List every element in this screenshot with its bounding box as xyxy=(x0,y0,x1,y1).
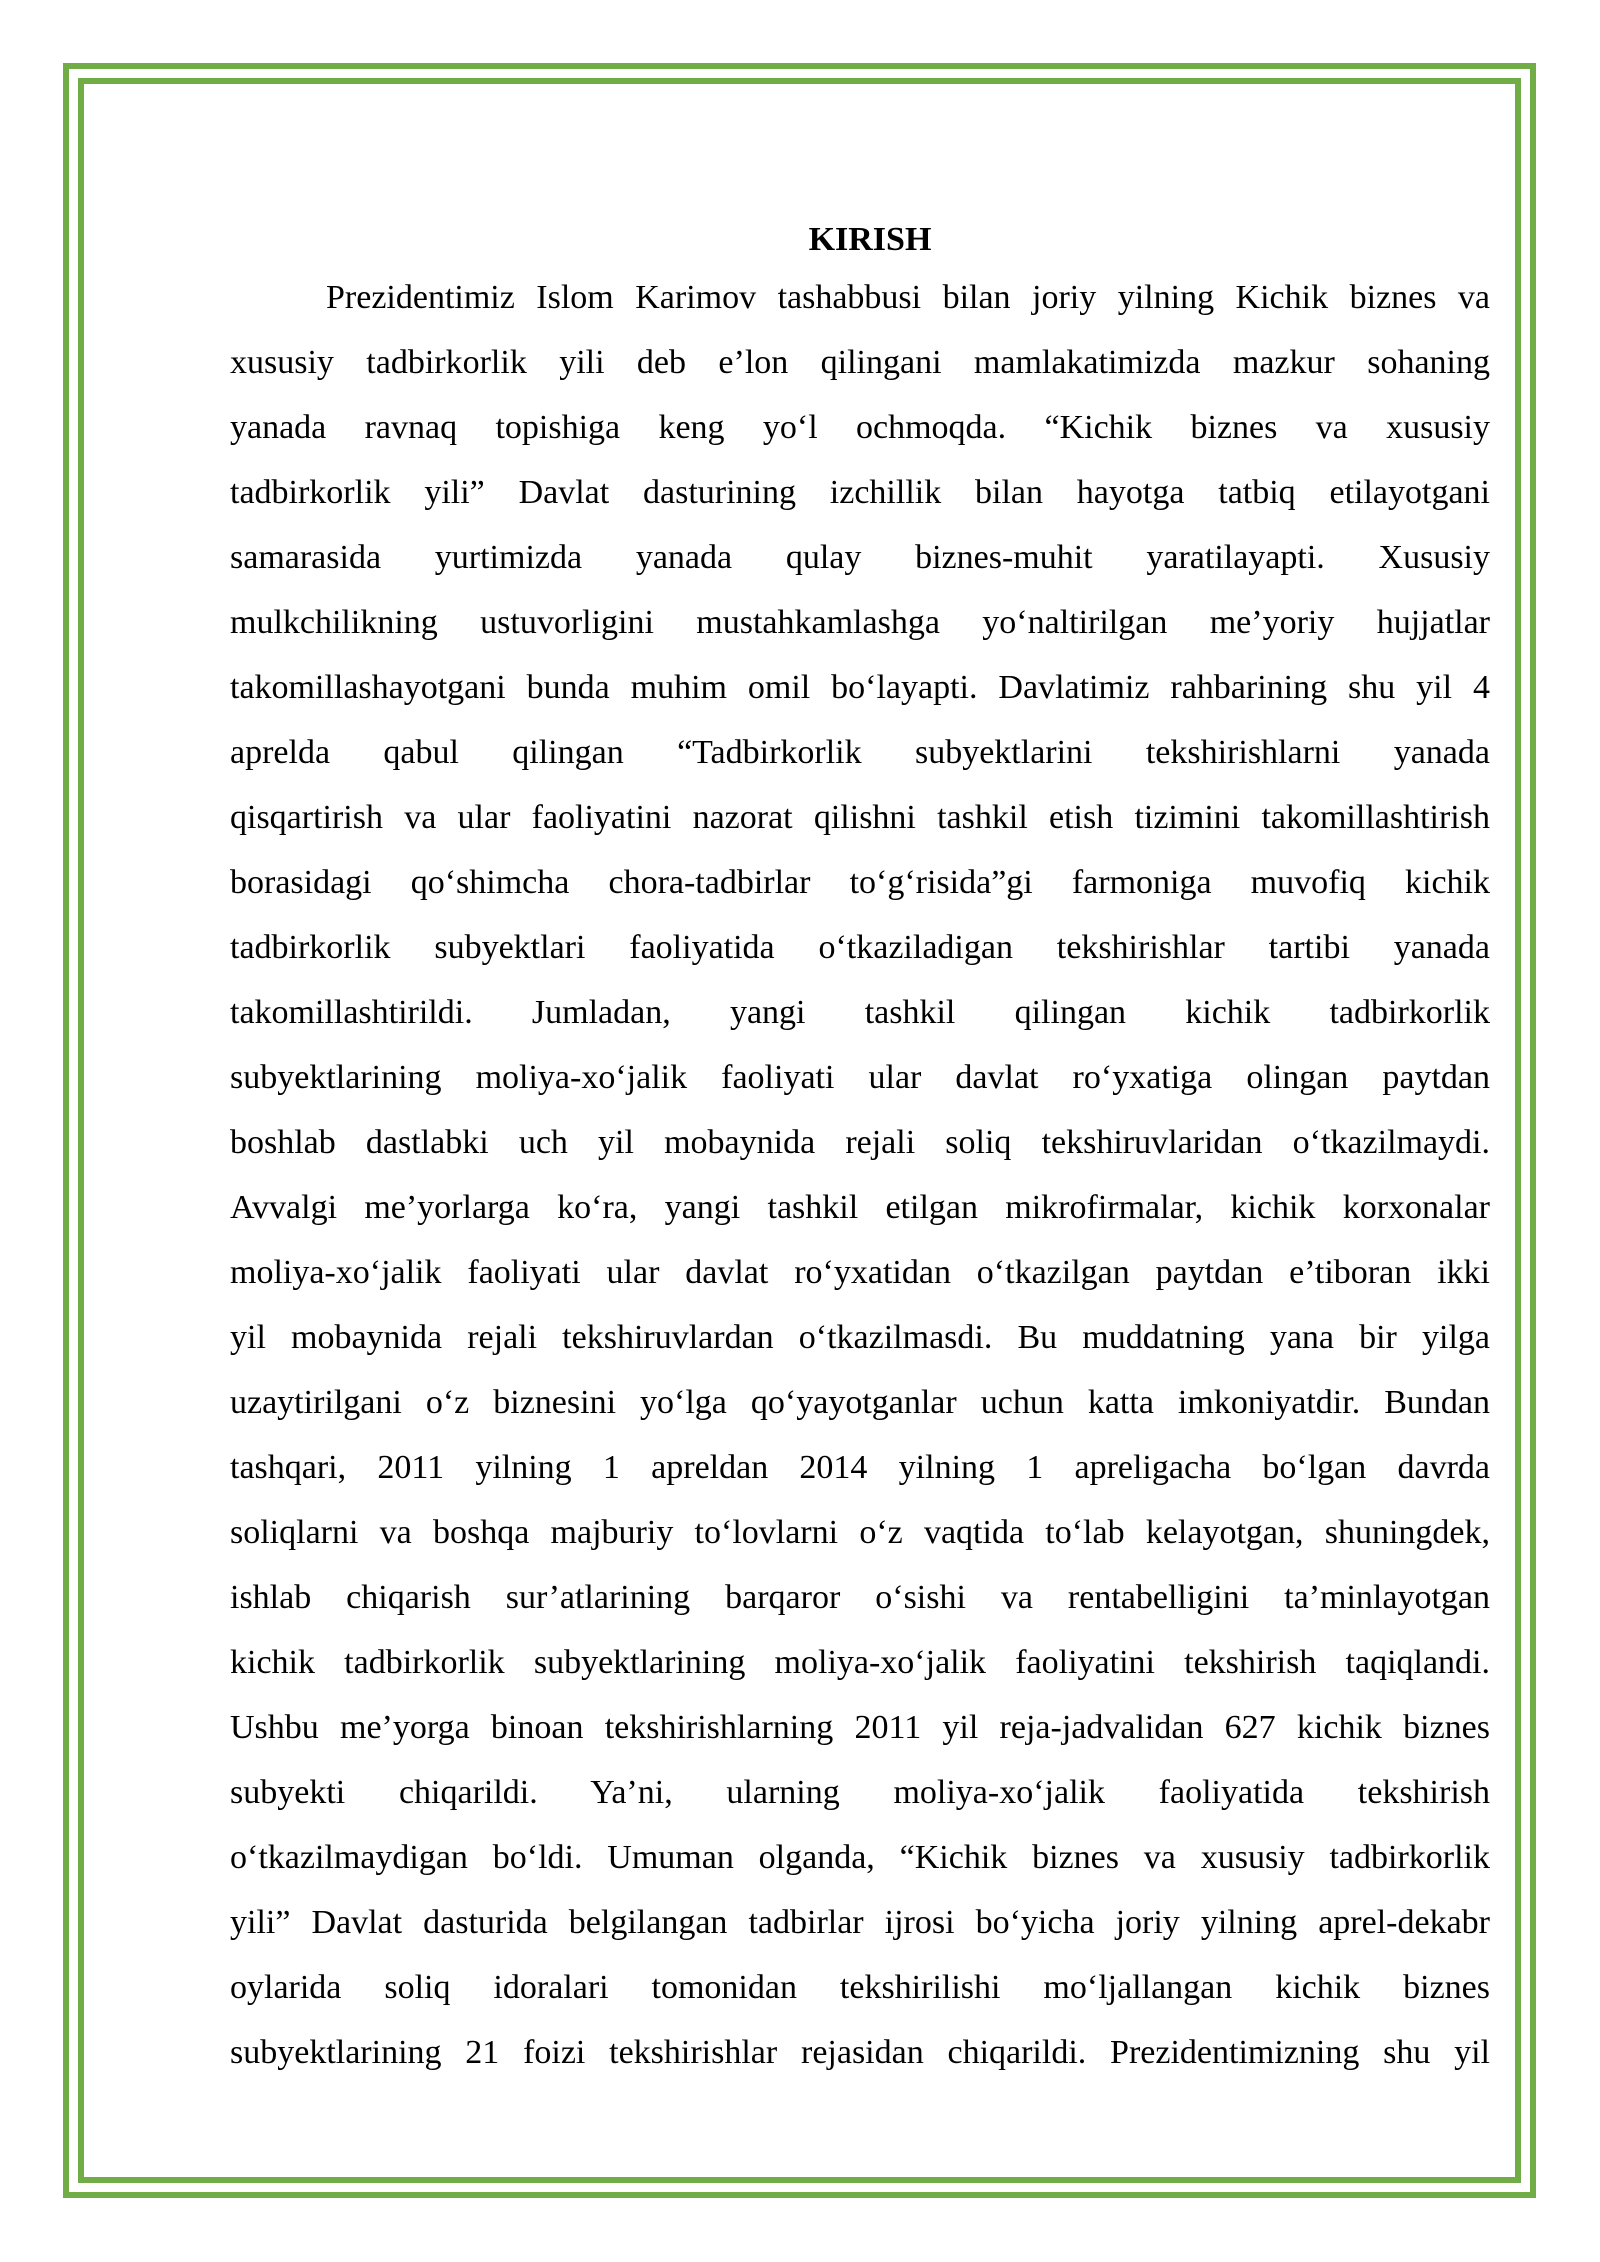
text-line: boshlab dastlabki uch yil mobaynida rejali soliq tekshiruvlaridan o‘tkazilmaydi. xyxy=(230,1124,1490,1161)
text-line: tadbirkorlik yili” Davlat dasturining izchillik bilan hayotga tatbiq etilayotgani xyxy=(230,474,1490,511)
text-line: yili” Davlat dasturida belgilangan tadbirlar ijrosi bo‘yicha joriy yilning aprel-dekabr xyxy=(230,1904,1490,1941)
text-line: subyektlarining moliya-xo‘jalik faoliyati ular davlat ro‘yxatiga olingan paytdan xyxy=(230,1059,1490,1096)
text-line: soliqlarni va boshqa majburiy to‘lovlarni o‘z vaqtida to‘lab kelayotgan, shuningdek, xyxy=(230,1514,1490,1551)
text-line: mulkchilikning ustuvorligini mustahkamlashga yo‘naltirilgan me’yoriy hujjatlar xyxy=(230,604,1490,641)
text-line: tashqari, 2011 yilning 1 apreldan 2014 yilning 1 apreligacha bo‘lgan davrda xyxy=(230,1449,1490,1486)
text-line: tadbirkorlik subyektlari faoliyatida o‘tkaziladigan tekshirishlar tartibi yanada xyxy=(230,929,1490,966)
text-line: xususiy tadbirkorlik yili deb e’lon qilingani mamlakatimizda mazkur sohaning xyxy=(230,344,1490,381)
text-line: Avvalgi me’yorlarga ko‘ra, yangi tashkil etilgan mikrofirmalar, kichik korxonalar xyxy=(230,1189,1490,1226)
text-line: takomillashayotgani bunda muhim omil bo‘layapti. Davlatimiz rahbarining shu yil 4 xyxy=(230,669,1490,706)
text-line: o‘tkazilmaydigan bo‘ldi. Umuman olganda, “Kichik biznes va xususiy tadbirkorlik xyxy=(230,1839,1490,1876)
text-line: subyektlarining 21 foizi tekshirishlar rejasidan chiqarildi. Prezidentimizning shu yil xyxy=(230,2034,1490,2071)
paragraph xyxy=(230,265,1490,2085)
text-line: Prezidentimiz Islom Karimov tashabbusi bilan joriy yilning Kichik biznes va xyxy=(326,279,1490,316)
document-body xyxy=(230,215,1490,2085)
text-line: borasidagi qo‘shimcha chora-tadbirlar to‘g‘risida”gi farmoniga muvofiq kichik xyxy=(230,864,1490,901)
text-line: oylarida soliq idoralari tomonidan tekshirilishi mo‘ljallangan kichik biznes xyxy=(230,1969,1490,2006)
document-title: KIRISH xyxy=(808,221,932,258)
text-line: subyekti chiqarildi. Ya’ni, ularning moliya-xo‘jalik faoliyatida tekshirish xyxy=(230,1774,1490,1811)
text-line: Ushbu me’yorga binoan tekshirishlarning 2011 yil reja-jadvalidan 627 kichik biznes xyxy=(230,1709,1490,1746)
text-line: kichik tadbirkorlik subyektlarining moliya-xo‘jalik faoliyatini tekshirish taqiqlandi. xyxy=(230,1644,1490,1681)
text-line: uzaytirilgani o‘z biznesini yo‘lga qo‘yayotganlar uchun katta imkoniyatdir. Bundan xyxy=(230,1384,1490,1421)
text-line: takomillashtirildi. Jumladan, yangi tashkil qilingan kichik tadbirkorlik xyxy=(230,994,1490,1031)
text-line: moliya-xo‘jalik faoliyati ular davlat ro‘yxatidan o‘tkazilgan paytdan e’tiboran ikki xyxy=(230,1254,1490,1291)
text-line: samarasida yurtimizda yanada qulay biznes-muhit yaratilayapti. Xususiy xyxy=(230,539,1490,576)
text-line: yanada ravnaq topishiga keng yo‘l ochmoqda. “Kichik biznes va xususiy xyxy=(230,409,1490,446)
text-line: aprelda qabul qilingan “Tadbirkorlik subyektlarini tekshirishlarni yanada xyxy=(230,734,1490,771)
text-line: ishlab chiqarish sur’atlarining barqaror o‘sishi va rentabelligini ta’minlayotgan xyxy=(230,1579,1490,1616)
text-line: yil mobaynida rejali tekshiruvlardan o‘tkazilmasdi. Bu muddatning yana bir yilga xyxy=(230,1319,1490,1356)
text-line: qisqartirish va ular faoliyatini nazorat qilishni tashkil etish tizimini takomillashtirish xyxy=(230,799,1490,836)
